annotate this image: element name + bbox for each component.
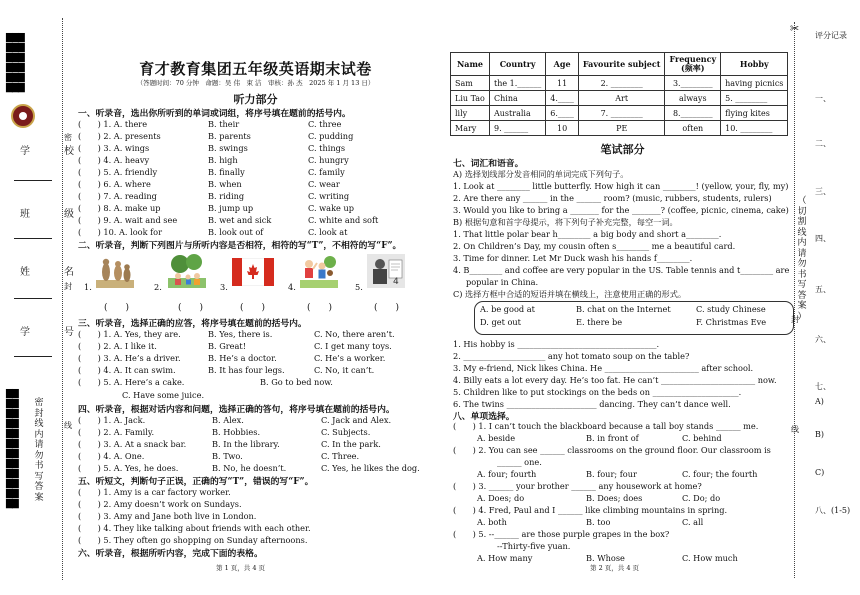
seal-squares-bottom: ▇▇ ▇▇ ▇▇ ▇▇ ▇▇ ▇▇ ▇▇ ▇▇ ▇▇ ▇▇ ▇▇ ▇▇ [6, 389, 18, 509]
table-cell[interactable]: 9. ______ [490, 121, 546, 136]
option-a[interactable]: ( ) 5. A. friendly [78, 167, 158, 177]
phrase-blank-item[interactable]: 2. ____________________ any hot tomato soup on the table? [453, 351, 690, 361]
option-c: C. I get many toys. [314, 341, 392, 351]
phrase-blank-item[interactable]: 6. The twins ______________________ dancing. They can’t dance well. [453, 399, 731, 409]
table-cell: Mary [451, 121, 490, 136]
table-row [451, 76, 788, 91]
phrase-blank-item[interactable]: 4. Billy eats a lot every day. He’s too fat. He can’t _______________________ now. [453, 375, 777, 385]
option-c: C. family [308, 167, 345, 177]
table-cell: having picnics [721, 76, 788, 91]
option-a[interactable]: ( ) 7. A. reading [78, 191, 157, 201]
binding-line [62, 18, 63, 580]
phrase-options-box [474, 301, 794, 335]
table-cell[interactable]: 2. ________ [578, 76, 665, 91]
option-b: B. In the library. [212, 439, 280, 449]
option-b: B. Hobbies. [212, 427, 261, 437]
pic-num-5: 5. [355, 282, 363, 292]
meerkats-picture [96, 254, 134, 288]
mcq-question[interactable]: ( ) 2. You can see ______ classrooms on the ground floor. Our classroom is [453, 445, 771, 455]
family-picnic-picture [168, 254, 206, 288]
option-a[interactable]: ( ) 2. A. I like it. [78, 341, 157, 351]
school-label: 学 校 [20, 146, 86, 157]
phrase-blank-item[interactable]: 1. His hobby is __________________________________. [453, 339, 660, 349]
table-row [451, 106, 788, 121]
mcq-option-c[interactable]: C. Do; do [682, 493, 721, 503]
section-5-heading: 五、听短文，判断句子正误，正确的写“T”，错误的写“F”。 [78, 477, 314, 487]
option-b: B. It has four legs. [208, 365, 285, 375]
section-4-heading: 四、听录音，根据对话内容和问题，选择正确的答句，将序号填在题前的括号内。 [78, 405, 395, 415]
fill-blank-item[interactable]: 2. Are there any ______ in the ______ room? (music, rubbers, students, rulers) [453, 193, 772, 203]
table-cell: 10 [546, 121, 579, 136]
option-b: B. swings [208, 143, 248, 153]
option-a[interactable]: ( ) 1. A. Yes, they are. [78, 329, 181, 339]
option-a[interactable]: ( ) 2. A. presents [78, 131, 161, 141]
mcq-question[interactable]: ( ) 5. --______ are those purple grapes in the box? [453, 529, 670, 539]
canada-flag-picture [232, 258, 274, 286]
pic-num-3: 3. [220, 282, 228, 292]
score-item: 八、(1-5) [815, 506, 851, 515]
option-a[interactable]: ( ) 8. A. make up [78, 203, 161, 213]
table-cell: Art [578, 91, 665, 106]
option-c: C. No, it can’t. [314, 365, 375, 375]
part-c-heading: C) 选择方框中合适的短语并填在横线上，注意使用正确的形式。 [453, 289, 687, 299]
option-b: B. when [208, 179, 242, 189]
mark-mi: 密 [64, 133, 72, 142]
phrase-option: F. Christmas Eve [696, 317, 767, 327]
mcq-option-b[interactable]: B. Whose [586, 553, 625, 563]
cut-mark-1: 封 [791, 315, 799, 324]
th-country: Country [490, 53, 546, 76]
fill-blank-item[interactable]: 1. Look at ________ little butterfly. How high it can ________! (yellow, your, fly, my) [453, 181, 789, 191]
mcq-question[interactable]: ( ) 4. Fred, Paul and I ______ like climbing mountains in spring. [453, 505, 728, 515]
option-b: B. He’s a doctor. [208, 353, 277, 363]
section-7-heading: 七、词汇和语音。 [453, 159, 524, 169]
option-a[interactable]: ( ) 10. A. look for [78, 227, 163, 237]
option-b: B. riding [208, 191, 245, 201]
mcq-option-a[interactable]: A. both [477, 517, 507, 527]
pic-answer-3[interactable]: ( ) [240, 303, 266, 313]
exam-subtitle: （答题时间：70 分钟 命题：吴 伟 束 洁 审核：孙 杰 2025 年 1 月 13 日） [136, 79, 375, 87]
fill-blank-item[interactable]: 3. Would you like to bring a _______ for the _______? (coffee, picnic, cinema, cake) [453, 205, 789, 215]
mcq-option-a[interactable]: A. How many [477, 553, 533, 563]
mcq-option-a[interactable]: A. four; fourth [477, 469, 537, 479]
option-c: C. things [308, 143, 346, 153]
svg-text:4: 4 [393, 277, 399, 287]
table-row [451, 91, 788, 106]
option-b: B. jump up [208, 203, 254, 213]
pic-answer-5[interactable]: ( ) [374, 303, 400, 313]
score-item: 三、 [815, 187, 831, 196]
phrase-blank-item[interactable]: 3. My e-friend, Nick likes China. He _______________________ after school. [453, 363, 754, 373]
mark-xian: 线 [64, 421, 72, 430]
option-c: C. Subjects. [321, 427, 371, 437]
option-c: C. Yes, he likes the dog. [321, 463, 420, 473]
mcq-question-cont: --Thirty-five yuan. [497, 541, 571, 551]
statement[interactable]: ( ) 1. Amy is a car factory worker. [78, 487, 231, 497]
option-c: C. three [308, 119, 342, 129]
exam-title: 育才教育集团五年级英语期末试卷 [139, 60, 372, 78]
th-age: Age [546, 53, 579, 76]
table-cell: always [665, 91, 721, 106]
mcq-option-b[interactable]: B. in front of [586, 433, 639, 443]
option-a[interactable]: ( ) 1. A. there [78, 119, 148, 129]
statement[interactable]: ( ) 4. They like talking about friends with each other. [78, 523, 311, 533]
option-b: B. look out of [208, 227, 264, 237]
score-record-title: 评分记录 [815, 31, 847, 40]
option-c: C. In the park. [321, 439, 381, 449]
statement[interactable]: ( ) 5. They often go shopping on Sunday afternoons. [78, 535, 308, 545]
man-writing-picture [367, 254, 405, 288]
pic-num-2: 2. [154, 282, 162, 292]
option-b: B. their [208, 119, 240, 129]
mcq-option-a[interactable]: A. beside [477, 433, 516, 443]
option-b: B. Go to bed now. [260, 377, 333, 387]
table-cell: China [490, 91, 546, 106]
score-item: C) [815, 468, 825, 477]
score-item: 四、 [815, 234, 831, 243]
listening-table [450, 52, 788, 136]
option-c: C. hungry [308, 155, 349, 165]
table-cell: Australia [490, 106, 546, 121]
written-title: 笔试部分 [600, 143, 645, 156]
table-row [451, 121, 788, 136]
option-a[interactable]: ( ) 3. A. wings [78, 143, 150, 153]
th-name: Name [451, 53, 490, 76]
table-cell[interactable]: 3.________ [665, 76, 721, 91]
pic-answer-2[interactable]: ( ) [178, 303, 204, 313]
phrase-option: D. get out [480, 317, 521, 327]
table-cell: Sam [451, 76, 490, 91]
option-a[interactable]: ( ) 4. A. It can swim. [78, 365, 176, 375]
class-line [14, 238, 52, 239]
option-c: C. pudding [308, 131, 354, 141]
mcq-option-c[interactable]: C. four; the fourth [682, 469, 758, 479]
table-cell[interactable]: 5. ________ [721, 91, 788, 106]
option-a[interactable]: ( ) 2. A. Family. [78, 427, 155, 437]
id-line [14, 356, 52, 357]
option-a[interactable]: ( ) 5. A. Yes, he does. [78, 463, 179, 473]
fill-blank-item[interactable]: 1. That little polar bear h________ a big body and short a________. [453, 229, 722, 239]
class-label: 班 级 [20, 209, 86, 220]
option-b: B. finally [208, 167, 245, 177]
mcq-option-b[interactable]: B. too [586, 517, 611, 527]
option-a[interactable]: ( ) 3. A. At a snack bar. [78, 439, 187, 449]
option-a[interactable]: ( ) 3. A. He’s a driver. [78, 353, 181, 363]
option-b: B. wet and sick [208, 215, 272, 225]
picture-answer-row [78, 300, 433, 312]
part-a-heading: A) 选择划线部分发音相同的单词完成下列句子。 [453, 169, 629, 179]
table-cell: Liu Tao [451, 91, 490, 106]
section-8-heading: 八、单项选择。 [453, 412, 515, 422]
option-c: C. wake up [308, 203, 354, 213]
statement[interactable]: ( ) 2. Amy doesn’t work on Sundays. [78, 499, 242, 509]
statement[interactable]: ( ) 3. Amy and Jane both live in London. [78, 511, 257, 521]
option-a[interactable]: ( ) 5. A. Here’s a cake. [78, 377, 185, 387]
mcq-question[interactable]: ( ) 1. I can’t touch the blackboard because a tall boy stands ______ me. [453, 421, 759, 431]
table-cell[interactable]: 8.________ [665, 106, 721, 121]
option-b: B. No, he doesn’t. [212, 463, 287, 473]
fill-blank-item[interactable]: popular in China. [466, 277, 539, 287]
section-2-heading: 二、听录音，判断下列图片与所听内容是否相符，相符的写“T”，不相符的写“F”。 [78, 241, 402, 251]
table-cell: 11 [546, 76, 579, 91]
th-hobby: Hobby [721, 53, 788, 76]
children-waving-picture [300, 254, 338, 288]
fill-blank-item[interactable]: 2. On Children’s Day, my cousin often s________ me a beautiful card. [453, 241, 736, 251]
table-cell[interactable]: 4.____ [546, 91, 579, 106]
section-3-heading: 三、听录音，选择正确的应答，将序号填在题前的括号内。 [78, 319, 307, 329]
pic-num-1: 1. [84, 282, 92, 292]
score-item: B) [815, 430, 824, 439]
option-c: C. He’s a worker. [314, 353, 386, 363]
table-cell: lily [451, 106, 490, 121]
name-line [14, 298, 52, 299]
school-logo [11, 104, 35, 128]
phrase-blank-item[interactable]: 5. Children like to put stockings on the beds on _____________________. [453, 387, 742, 397]
page-1-footer: 第 1 页，共 4 页 [216, 564, 266, 572]
score-item: 二、 [815, 139, 831, 148]
page-2-footer: 第 2 页，共 4 页 [590, 564, 640, 572]
th-frequency: Frequency (频率) [665, 53, 721, 76]
cut-instruction: （ 切 割 线 内 请 勿 书 写 答 案 ） [797, 196, 807, 322]
table-cell[interactable]: 6.____ [546, 106, 579, 121]
mcq-option-a[interactable]: A. Does; do [477, 493, 525, 503]
table-cell: often [665, 121, 721, 136]
phrase-option: B. chat on the Internet [576, 304, 671, 314]
scissors-icon: ✂ [790, 22, 800, 35]
phrase-option: C. study Chinese [696, 304, 766, 314]
th-subject: Favourite subject [578, 53, 665, 76]
s3-extra-option: C. Have some juice. [122, 390, 205, 400]
mcq-option-b[interactable]: B. four; four [586, 469, 637, 479]
score-item: 五、 [815, 285, 831, 294]
phrase-option: A. be good at [480, 304, 535, 314]
phrase-option: E. there be [576, 317, 623, 327]
seal-instruction: 密 封 线 内 请 勿 书 写 答 案 [34, 398, 44, 503]
option-c: C. white and soft [308, 215, 379, 225]
option-b: B. Great! [208, 341, 246, 351]
option-c: C. Jack and Alex. [321, 415, 392, 425]
option-c: C. look at [308, 227, 348, 237]
table-cell: flying kites [721, 106, 788, 121]
option-b: B. Yes, there is. [208, 329, 273, 339]
fill-blank-item[interactable]: 3. Time for dinner. Let Mr Duck wash his hands f________. [453, 253, 693, 263]
cut-mark-2: 线 [791, 425, 799, 434]
option-a[interactable]: ( ) 4. A. One. [78, 451, 145, 461]
option-a[interactable]: ( ) 6. A. where [78, 179, 151, 189]
option-c: C. wear [308, 179, 340, 189]
mcq-question[interactable]: ( ) 3. ______ your brother ______ any housework at home? [453, 481, 702, 491]
student-id-label: 学 号 [20, 327, 86, 338]
mcq-option-c[interactable]: C. How much [682, 553, 738, 563]
table-header-row [451, 53, 788, 76]
listening-title: 听力部分 [233, 93, 278, 106]
pic-answer-1[interactable]: ( ) [104, 303, 130, 313]
school-line [14, 180, 52, 181]
option-c: C. No, there aren’t. [314, 329, 395, 339]
option-a[interactable]: ( ) 4. A. heavy [78, 155, 150, 165]
mcq-question-cont: ______ one. [497, 457, 542, 467]
part-b-heading: B) 根据句意和首字母提示，将下列句子补充完整，每空一词。 [453, 217, 678, 227]
score-item: 一、 [815, 94, 831, 103]
name-label: 姓 名 [20, 267, 86, 278]
option-c: C. Three. [321, 451, 360, 461]
cut-line [794, 22, 795, 578]
mark-feng: 封 [64, 282, 72, 291]
score-item: A) [815, 397, 824, 406]
seal-squares-top: ▇▇▇ ▇▇▇ ▇▇▇ ▇▇▇ ▇▇▇ ▇▇▇ [6, 33, 24, 93]
table-cell[interactable]: 7. ________ [578, 106, 665, 121]
pic-num-4: 4. [288, 282, 296, 292]
table-cell[interactable]: 10. ________ [721, 121, 788, 136]
section-1-heading: 一、听录音，选出你所听到的单词或词组，将序号填在题前的括号内。 [78, 109, 351, 119]
table-cell[interactable]: the 1.______ [490, 76, 546, 91]
mcq-option-c[interactable]: C. behind [682, 433, 722, 443]
mcq-option-c[interactable]: C. all [682, 517, 704, 527]
mcq-option-b[interactable]: B. Does; does [586, 493, 643, 503]
option-b: B. high [208, 155, 238, 165]
score-item: 六、 [815, 335, 831, 344]
pic-answer-4[interactable]: ( ) [307, 303, 333, 313]
option-b: B. Alex. [212, 415, 244, 425]
fill-blank-item[interactable]: 4. B________ and coffee are very popular in the US. Table tennis and t________ are [453, 265, 790, 275]
option-b: B. Two. [212, 451, 243, 461]
option-c: C. writing [308, 191, 350, 201]
option-a[interactable]: ( ) 1. A. Jack. [78, 415, 146, 425]
table-cell: PE [578, 121, 665, 136]
option-a[interactable]: ( ) 9. A. wait and see [78, 215, 178, 225]
option-b: B. parents [208, 131, 251, 141]
section-6-heading: 六、听录音，根据所听内容，完成下面的表格。 [78, 549, 263, 559]
score-item: 七、 [815, 382, 831, 391]
